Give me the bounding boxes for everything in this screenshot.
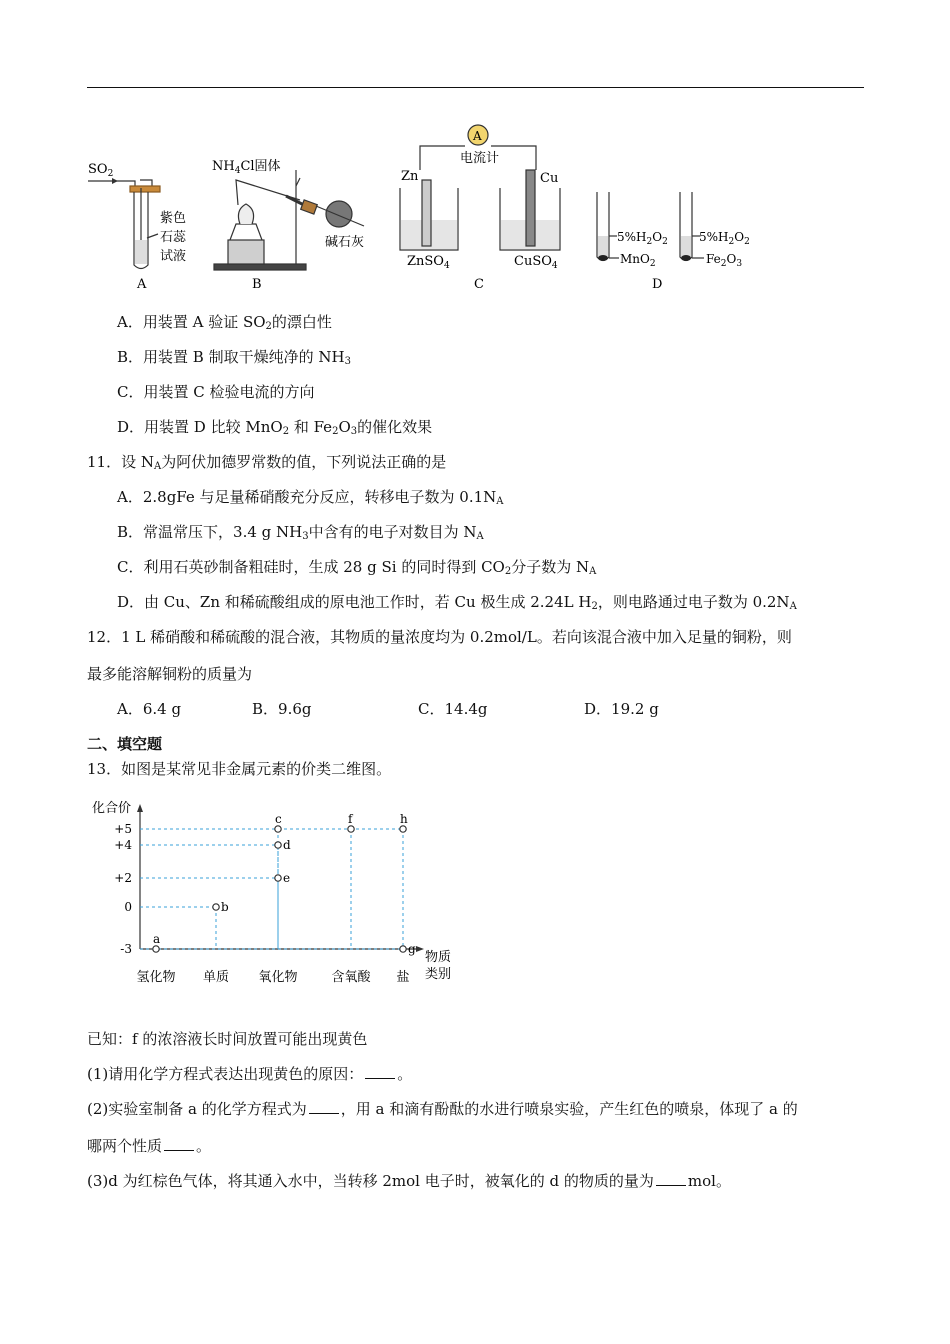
label-a: A (137, 277, 147, 292)
nh4cl-label: $NH_4Cl$固体 (212, 159, 281, 176)
answer-blank-3[interactable] (164, 1135, 194, 1151)
znso4-label: ZnSO$_4$ (407, 254, 450, 271)
litmus-label-3: 试液 (160, 249, 187, 264)
x-tick-label: 氧化物 (258, 970, 298, 985)
cuso4-label: CuSO$_4$ (514, 254, 558, 271)
point-label-c: c (275, 812, 282, 826)
h2o2-label-2: $5\%H_2O_2$ (699, 230, 750, 247)
q13-part1: (1)请用化学方程式表达出现黄色的原因： 。 (87, 1065, 413, 1083)
point-label-f: f (348, 812, 353, 826)
q13-stem: 13．如图是某常见非金属元素的价类二维图。 (87, 760, 392, 778)
q10-option-b: B．用装置 B 制取干燥纯净的 $NH_3$ (117, 348, 351, 367)
q12-option-c: C．14.4g (418, 700, 488, 718)
q11-option-d: D．由 Cu、Zn 和稀硫酸组成的原电池工作时，若 Cu 极生成 2.24L $H_2$，则电路通过电子数为 $0.2N_A$ (117, 593, 797, 612)
q12-option-d: D．19.2 g (584, 700, 659, 718)
x-tick-label: 氢化物 (136, 970, 176, 985)
q11-stem: 11．设 $N_A$为阿伏加德罗常数的值，下列说法正确的是 (87, 453, 447, 472)
y-tick-label: -3 (120, 942, 132, 956)
section-heading: 二、填空题 (87, 735, 163, 753)
point-label-d: d (283, 838, 291, 852)
point-label-a: a (153, 932, 161, 946)
data-point-c (275, 826, 281, 832)
point-label-b: b (221, 900, 229, 914)
q12-stem-line1: 12．1 L 稀硝酸和稀硫酸的混合液，其物质的量浓度均为 0.2mol/L。若向该混合液中加入足量的铜粉，则 (87, 628, 792, 646)
fe2o3-label: $Fe_2O_3$ (706, 252, 743, 269)
data-point-g (400, 946, 406, 952)
q13-part2: (2)实验室制备 a 的化学方程式为 ，用 a 和滴有酚酞的水进行喷泉实验，产生红色的喷泉，体现了 a 的 (87, 1100, 798, 1118)
x-tick-label: 盐 (396, 970, 410, 985)
q11-option-a: A．2.8gFe 与足量稀硝酸充分反应，转移电子数为 $0.1N_A$ (117, 488, 504, 507)
x-tick-label: 含氧酸 (331, 970, 371, 985)
q11-option-b: B．常温常压下，3.4 g $NH_3$中含有的电子对数目为 $N_A$ (117, 523, 484, 542)
q11-option-c: C．利用石英砂制备粗硅时，生成 28 g Si 的同时得到 $CO_2$分子数为 $N_A$ (117, 558, 597, 577)
data-point-b (213, 904, 219, 910)
zn-label: Zn (401, 169, 419, 184)
data-point-d (275, 842, 281, 848)
answer-blank-1[interactable] (365, 1063, 395, 1079)
y-tick-label: 0 (124, 900, 132, 914)
x-axis-label-2: 类别 (425, 967, 452, 982)
h2o2-label-1: $5\%H_2O_2$ (617, 230, 668, 247)
answer-blank-4[interactable] (656, 1170, 686, 1186)
litmus-label-2: 石蕊 (160, 230, 187, 245)
q12-option-a: A．6.4 g (117, 700, 182, 718)
y-tick-label: +5 (114, 822, 132, 836)
point-label-e: e (283, 871, 291, 885)
point-label-g: g (408, 942, 416, 956)
y-tick-label: +2 (114, 871, 132, 885)
q12-stem-line2: 最多能溶解铜粉的质量为 (87, 665, 253, 683)
x-tick-label: 单质 (202, 970, 230, 985)
so2-label: $SO_2$ (88, 162, 114, 179)
data-point-a (153, 946, 159, 952)
data-point-f (348, 826, 354, 832)
q13-part2-cont: 哪两个性质 。 (87, 1137, 212, 1155)
label-b: B (252, 277, 262, 292)
data-point-e (275, 875, 281, 881)
q10-option-c: C．用装置 C 检验电流的方向 (117, 383, 315, 401)
data-point-h (400, 826, 406, 832)
x-axis-label-1: 物质 (425, 950, 452, 965)
point-label-h: h (400, 812, 408, 826)
q12-option-b: B．9.6g (252, 700, 312, 718)
litmus-label-1: 紫色 (160, 211, 187, 226)
ammeter-symbol: A (473, 129, 482, 143)
ammeter-label: 电流计 (460, 151, 500, 166)
answer-blank-2[interactable] (309, 1098, 339, 1114)
cu-label: Cu (540, 171, 559, 186)
label-d: D (652, 277, 663, 292)
y-tick-label: +4 (114, 838, 132, 852)
mno2-label: MnO$_2$ (620, 252, 656, 269)
label-c: C (474, 277, 484, 292)
q13-part3: (3)d 为红棕色气体，将其通入水中，当转移 2mol 电子时，被氧化的 d 的物质的量为 mol。 (87, 1172, 731, 1190)
soda-lime-label: 碱石灰 (325, 235, 365, 250)
q10-option-a: A．用装置 A 验证 $SO_2$的漂白性 (117, 313, 332, 332)
y-axis-label: 化合价 (92, 801, 132, 816)
q13-known: 已知：f 的浓溶液长时间放置可能出现黄色 (87, 1030, 368, 1048)
q10-option-d: D．用装置 D 比较 MnO$_2$ 和 $Fe_2O_3$的催化效果 (117, 418, 433, 437)
